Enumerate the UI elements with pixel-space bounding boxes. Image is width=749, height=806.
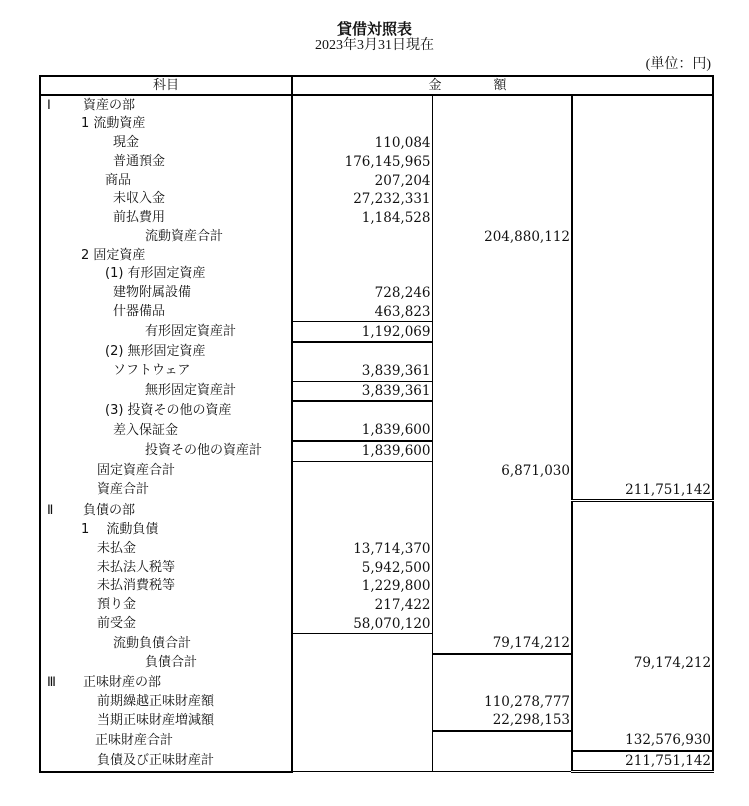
amount-cell-c3 [432, 284, 572, 303]
amount-cell-c4: 79,174,212 [572, 654, 713, 674]
amount-cell-c3 [432, 246, 572, 265]
amount-header-label: 金 額 [428, 78, 507, 93]
amount-cell-c2: 27,232,331 [292, 190, 432, 209]
amount-cell-c3 [432, 322, 572, 342]
account-label: 什器備品 [113, 304, 166, 320]
table-header-row [40, 76, 713, 95]
amount-cell-c2: 110,084 [292, 134, 432, 153]
amount-cell-c2: 3,839,361 [292, 362, 432, 381]
amount-cell-c4 [572, 577, 713, 596]
amount-cell-c2 [292, 731, 432, 751]
account-label: 投資その他の資産計 [145, 442, 263, 458]
unit-label: (単位：円) [645, 57, 711, 72]
amount-cell-c2 [292, 711, 432, 731]
amount-cell-c2 [292, 480, 432, 500]
account-label-cell [40, 461, 292, 480]
amount-cell-c3: 22,298,153 [432, 711, 572, 731]
amount-cell-c2 [292, 342, 432, 362]
table-row [40, 115, 713, 134]
account-label: 2 固定資産 [81, 247, 146, 263]
account-label: 未払金 [97, 540, 137, 556]
amount-cell-c2: 1,839,600 [292, 421, 432, 441]
amount-cell-c4 [572, 673, 713, 692]
account-label: 前期繰越正味財産額 [97, 693, 215, 709]
amount-cell-c4 [572, 501, 713, 521]
amount-cell-c2: 58,070,120 [292, 615, 432, 634]
amount-cell-c4 [572, 596, 713, 615]
document-title: 貸借対照表 [336, 20, 412, 38]
amount-cell-c2 [292, 246, 432, 265]
account-label: 負債及び正味財産計 [97, 752, 215, 768]
amount-cell-c4 [572, 284, 713, 303]
account-label-cell [40, 303, 292, 322]
amount-cell-c2: 176,145,965 [292, 153, 432, 172]
account-label: 正味財産合計 [95, 732, 174, 748]
amount-cell-c4 [572, 521, 713, 540]
amount-cell-c4 [572, 246, 713, 265]
account-label: (1) 有形固定資産 [105, 266, 206, 282]
account-label: 建物附属設備 [113, 285, 192, 301]
amount-cell-c2: 207,204 [292, 171, 432, 190]
account-label-cell [40, 284, 292, 303]
amount-cell-c4 [572, 115, 713, 134]
amount-cell-c2 [292, 461, 432, 480]
account-label-cell [40, 501, 292, 521]
amount-cell-c2: 3,839,361 [292, 381, 432, 401]
table-row [40, 362, 713, 381]
amount-cell-c3 [432, 596, 572, 615]
account-label-cell [40, 115, 292, 134]
account-label: 資産合計 [97, 482, 150, 498]
amount-cell-c2 [292, 501, 432, 521]
amount-cell-c4 [572, 322, 713, 342]
amount-cell-c3 [432, 441, 572, 461]
account-label-cell [40, 228, 292, 247]
account-label-cell [40, 577, 292, 596]
account-label-cell [40, 751, 292, 772]
table-row [40, 461, 713, 480]
amount-cell-c2 [292, 654, 432, 674]
amount-cell-c3 [432, 558, 572, 577]
amount-cell-c4 [572, 134, 713, 153]
account-label: 現金 [113, 135, 140, 151]
account-label: 前払費用 [113, 210, 166, 226]
account-label-cell [40, 322, 292, 342]
account-label-cell [40, 421, 292, 441]
amount-cell-c3 [432, 540, 572, 559]
account-label-cell [40, 673, 292, 692]
amount-cell-c4: 211,751,142 [572, 480, 713, 500]
account-label: 有形固定資産計 [145, 323, 237, 339]
amount-cell-c3 [432, 115, 572, 134]
amount-cell-c2 [292, 265, 432, 284]
table-row [40, 692, 713, 711]
table-row [40, 342, 713, 362]
account-label-cell [40, 134, 292, 153]
account-label-cell [40, 246, 292, 265]
table-row [40, 731, 713, 751]
amount-cell-c2 [292, 95, 432, 115]
amount-cell-c4 [572, 342, 713, 362]
table-row [40, 153, 713, 172]
table-row [40, 441, 713, 461]
amount-cell-c3 [432, 303, 572, 322]
amount-cell-c2 [292, 673, 432, 692]
amount-cell-c3 [432, 362, 572, 381]
amount-cell-c4 [572, 558, 713, 577]
amount-cell-c2: 217,422 [292, 596, 432, 615]
account-label: 1 流動資産 [81, 116, 146, 132]
account-label-cell [40, 381, 292, 401]
table-row [40, 190, 713, 209]
account-label: 預り金 [97, 597, 137, 613]
amount-cell-c3: 204,880,112 [432, 228, 572, 247]
account-label: 未払消費税等 [97, 578, 176, 594]
amount-cell-c2 [292, 521, 432, 540]
account-label-cell [40, 209, 292, 228]
amount-cell-c4 [572, 209, 713, 228]
account-label-cell [40, 153, 292, 172]
account-label: 負債の部 [83, 503, 136, 519]
account-label: (2) 無形固定資産 [105, 343, 206, 359]
amount-cell-c2 [292, 751, 432, 772]
amount-cell-c4 [572, 634, 713, 654]
amount-cell-c2 [292, 401, 432, 421]
amount-cell-c4 [572, 265, 713, 284]
account-label: 流動負債合計 [113, 635, 192, 651]
account-label-cell [40, 711, 292, 731]
amount-cell-c3 [432, 401, 572, 421]
account-label-cell [40, 190, 292, 209]
table-row [40, 228, 713, 247]
table-row [40, 654, 713, 674]
account-label: 差入保証金 [113, 422, 179, 438]
account-label-cell [40, 521, 292, 540]
account-label: 普通預金 [113, 153, 166, 169]
table-row [40, 751, 713, 772]
account-label-cell [40, 362, 292, 381]
account-label-cell [40, 596, 292, 615]
amount-cell-c2: 13,714,370 [292, 540, 432, 559]
account-label: 無形固定資産計 [145, 383, 237, 399]
amount-cell-c3 [432, 577, 572, 596]
amount-cell-c3 [432, 153, 572, 172]
account-label-cell [40, 342, 292, 362]
amount-cell-c3 [432, 615, 572, 634]
amount-cell-c3 [432, 501, 572, 521]
account-label-cell [40, 480, 292, 500]
account-label-cell [40, 654, 292, 674]
amount-cell-c4 [572, 421, 713, 441]
account-label-cell [40, 615, 292, 634]
amount-cell-c3 [432, 190, 572, 209]
table-row [40, 209, 713, 228]
table-row [40, 246, 713, 265]
table-row [40, 521, 713, 540]
amount-cell-c4 [572, 303, 713, 322]
table-row [40, 501, 713, 521]
amount-cell-c4 [572, 95, 713, 115]
account-label: (3) 投資その他の資産 [105, 403, 232, 419]
table-row [40, 673, 713, 692]
table-row [40, 577, 713, 596]
amount-cell-c4: 211,751,142 [572, 751, 713, 772]
account-label: 前受金 [97, 616, 137, 632]
table-row [40, 171, 713, 190]
account-label: 資産の部 [83, 98, 136, 113]
amount-cell-c3 [432, 731, 572, 751]
account-label-cell [40, 401, 292, 421]
account-label-cell [40, 634, 292, 654]
account-label-cell [40, 731, 292, 751]
amount-cell-c4 [572, 540, 713, 559]
section-numeral: Ⅰ [47, 97, 51, 112]
amount-cell-c4 [572, 153, 713, 172]
account-label: 固定資産合計 [97, 462, 176, 478]
account-label-cell [40, 441, 292, 461]
table-row [40, 401, 713, 421]
table-row [40, 381, 713, 401]
table-row [40, 322, 713, 342]
balance-sheet-table [39, 75, 714, 773]
amount-cell-c3: 110,278,777 [432, 692, 572, 711]
amount-cell-c4: 132,576,930 [572, 731, 713, 751]
amount-cell-c2 [292, 228, 432, 247]
amount-cell-c4 [572, 228, 713, 247]
amount-cell-c2 [292, 692, 432, 711]
amount-cell-c4 [572, 362, 713, 381]
account-label: 負債合計 [145, 655, 198, 671]
amount-cell-c4 [572, 441, 713, 461]
table-row [40, 558, 713, 577]
amount-cell-c3 [432, 265, 572, 284]
amount-cell-c3 [432, 480, 572, 500]
table-row [40, 634, 713, 654]
table-row [40, 540, 713, 559]
amount-cell-c3: 6,871,030 [432, 461, 572, 480]
amount-cell-c3 [432, 751, 572, 772]
account-label-cell [40, 171, 292, 190]
account-label-cell [40, 558, 292, 577]
amount-cell-c3 [432, 521, 572, 540]
amount-cell-c2: 1,192,069 [292, 322, 432, 342]
amount-cell-c3 [432, 421, 572, 441]
amount-cell-c2: 1,184,528 [292, 209, 432, 228]
table-row [40, 615, 713, 634]
amount-cell-c4 [572, 171, 713, 190]
account-label: 未払法人税等 [97, 559, 176, 575]
table-row [40, 421, 713, 441]
section-numeral: Ⅱ [47, 502, 54, 518]
amount-cell-c3 [432, 209, 572, 228]
amount-cell-c3 [432, 673, 572, 692]
amount-cell-c3 [432, 95, 572, 115]
amount-cell-c2: 463,823 [292, 303, 432, 322]
table-row [40, 303, 713, 322]
table-row [40, 284, 713, 303]
table-row [40, 265, 713, 284]
section-numeral: Ⅲ [47, 674, 56, 690]
amount-cell-c2 [292, 115, 432, 134]
account-label: ソフトウェア [113, 363, 191, 379]
amount-cell-c2: 1,839,600 [292, 441, 432, 461]
account-label-cell [40, 692, 292, 711]
amount-cell-c2: 728,246 [292, 284, 432, 303]
amount-cell-c3 [432, 134, 572, 153]
amount-cell-c3: 79,174,212 [432, 634, 572, 654]
as-of-date: 2023年3月31日現在 [315, 38, 434, 53]
account-label-cell [40, 540, 292, 559]
table-row [40, 711, 713, 731]
amount-cell-c3 [432, 654, 572, 674]
table-row [40, 480, 713, 500]
account-label: 正味財産の部 [83, 675, 162, 691]
amount-cell-c2: 1,229,800 [292, 577, 432, 596]
table-row [40, 134, 713, 153]
account-label-cell [40, 95, 292, 115]
column-header-subject: 科目 [40, 76, 292, 95]
account-label: 未収入金 [113, 191, 166, 207]
amount-cell-c4 [572, 461, 713, 480]
account-label: 当期正味財産増減額 [97, 712, 215, 728]
amount-cell-c2 [292, 634, 432, 654]
amount-cell-c3 [432, 171, 572, 190]
table-row [40, 95, 713, 115]
account-label: 1 流動負債 [81, 522, 159, 538]
amount-cell-c2: 5,942,500 [292, 558, 432, 577]
amount-cell-c4 [572, 615, 713, 634]
amount-cell-c4 [572, 190, 713, 209]
account-label-cell [40, 265, 292, 284]
table-row [40, 596, 713, 615]
table-body [40, 95, 713, 772]
amount-cell-c4 [572, 381, 713, 401]
amount-cell-c3 [432, 342, 572, 362]
account-label: 商品 [105, 172, 132, 188]
amount-cell-c4 [572, 692, 713, 711]
amount-cell-c4 [572, 401, 713, 421]
column-header-amount [292, 76, 713, 95]
amount-cell-c3 [432, 381, 572, 401]
account-label: 流動資産合計 [145, 228, 224, 244]
amount-cell-c4 [572, 711, 713, 731]
